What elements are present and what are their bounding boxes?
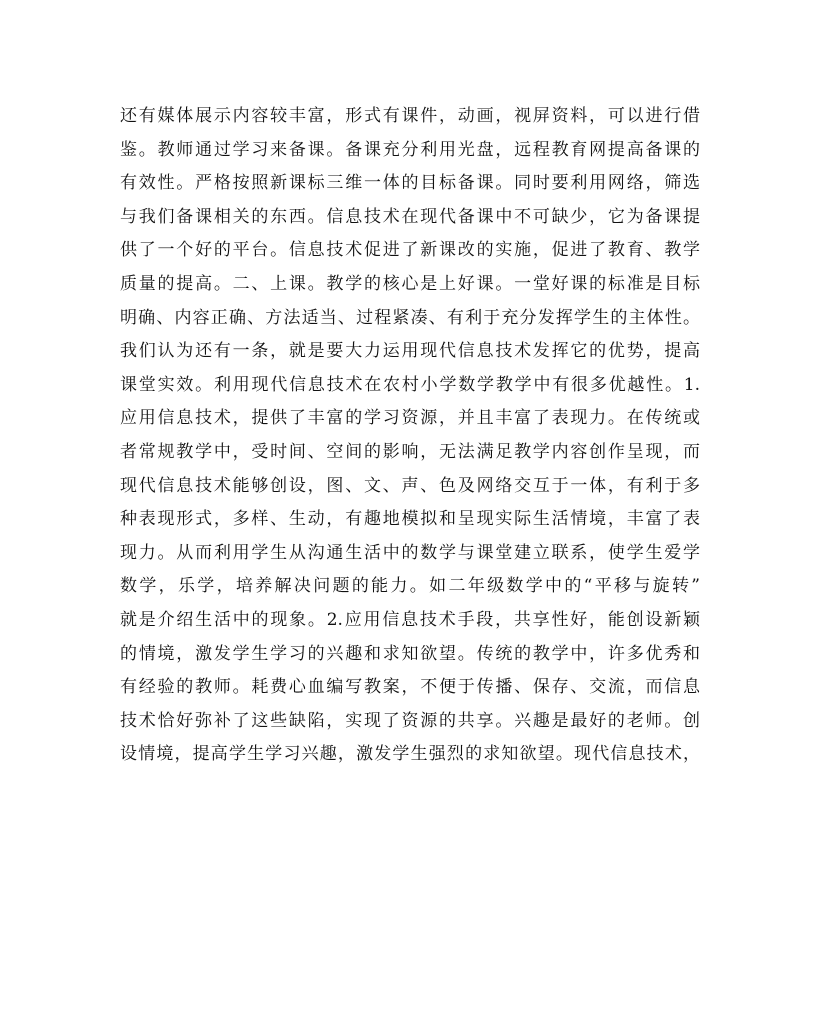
- text-line: 数学，乐学，培养解决问题的能力。如二年级数学中的“平移与旋转”: [120, 576, 700, 597]
- text-line: 现力。从而利用学生从沟通生活中的数学与课堂建立联系，使学生爱学: [120, 542, 700, 563]
- text-line: 有经验的教师。耗费心血编写教案，不便于传播、保存、交流，而信息: [120, 677, 700, 698]
- text-line: 还有媒体展示内容较丰富，形式有课件，动画，视屏资料，可以进行借: [120, 106, 700, 126]
- text-line: 我们认为还有一条，就是要大力运用现代信息技术发挥它的优势，提高: [120, 341, 700, 362]
- text-line: 与我们备课相关的东西。信息技术在现代备课中不可缺少，它为备课提: [120, 206, 700, 227]
- text-line: 质量的提高。二、上课。教学的核心是上好课。一堂好课的标准是目标: [120, 273, 700, 294]
- text-line: 技术恰好弥补了这些缺陷，实现了资源的共享。兴趣是最好的老师。创: [120, 710, 700, 731]
- body-text: [120, 100, 700, 772]
- text-line: 种表现形式，多样、生动，有趣地模拟和呈现实际生活情境，丰富了表: [120, 509, 700, 530]
- text-line: 者常规教学中，受时间、空间的影响，无法满足教学内容创作呈现，而: [120, 441, 700, 462]
- text-line: 的情境，激发学生学习的兴趣和求知欲望。传统的教学中，许多优秀和: [120, 643, 700, 664]
- text-line: 供了一个好的平台。信息技术促进了新课改的实施，促进了教育、教学: [120, 240, 700, 261]
- text-line: 就是介绍生活中的现象。2.应用信息技术手段，共享性好，能创设新颖: [120, 609, 700, 630]
- text-line: 现代信息技术能够创设，图、文、声、色及网络交互于一体，有利于多: [120, 475, 700, 496]
- text-line: 有效性。严格按照新课标三维一体的目标备课。同时要利用网络，筛选: [120, 173, 700, 194]
- text-line: 鉴。教师通过学习来备课。备课充分利用光盘，远程教育网提高备课的: [120, 139, 700, 160]
- text-line: 应用信息技术，提供了丰富的学习资源，并且丰富了表现力。在传统或: [120, 408, 700, 429]
- text-line: 设情境，提高学生学习兴趣，激发学生强烈的求知欲望。现代信息技术，: [120, 744, 700, 765]
- text-line: 明确、内容正确、方法适当、过程紧凑、有利于充分发挥学生的主体性。: [120, 307, 700, 328]
- text-line: 课堂实效。利用现代信息技术在农村小学数学教学中有很多优越性。1.: [120, 374, 700, 395]
